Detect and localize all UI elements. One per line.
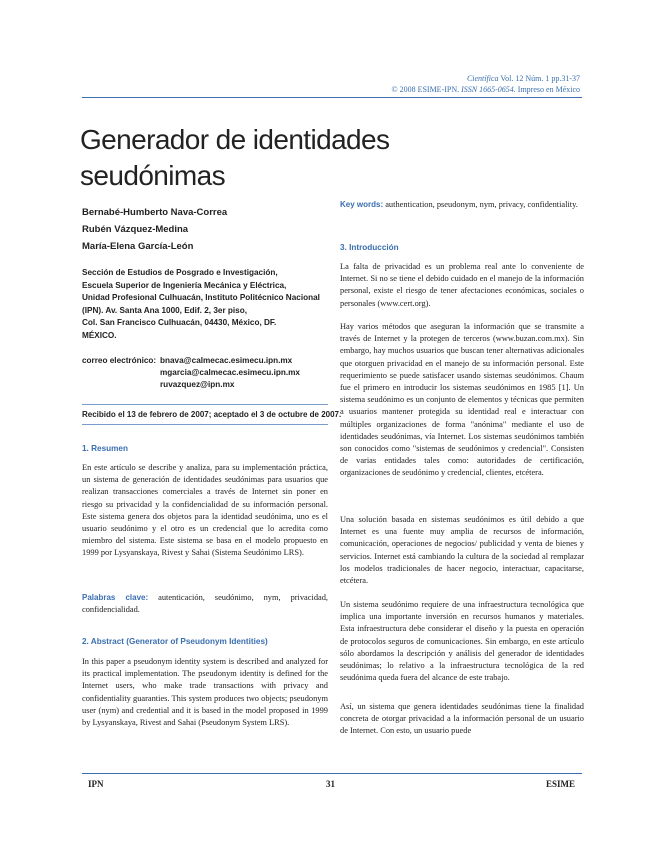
title-line-1: Generador de identidades [80,124,390,155]
issn: ISSN 1665-0654. [461,85,516,94]
author: María-Elena García-León [82,241,194,252]
printed-in: Impreso en México [517,85,580,94]
email-address[interactable]: bnava@calmecac.esimecu.ipn.mx [160,356,293,365]
intro-heading: 3. Introducción [340,243,399,252]
resumen-text: En este artículo se describe y analiza, para su implementación práctica, un sistema de generación de identidades seudónimas para usuarios que realizan transacciones comerciales a través de Internet sin poner en riesgo su privacidad y la confidencialidad de su información personal. Este sistema genera dos objetos para la identidad seudónima, uno es el usuario seudónimo y el otro es un credencial que lo acredita como miembro del sistema. Este sistema se basa en el modelo propuesto en 1999 por Lysyanskaya, Rivest y Sahai (Sistema Seudónimo LRS). [82,463,328,558]
received-rule-bottom [82,424,328,425]
intro-paragraph-3: Una solución basada en sistemas seudónimos es útil debido a que Internet es una fuente muy amplia de recursos de información, comunicación, operaciones de negocios/ publicidad y venta de bienes y servicios. Internet está cambiando la cultura de la sociedad al remplazar los modelos tradicionales de hacer negocio, interactuar, capacitarse, etcétera. [340,515,584,586]
affiliation-line: Col. San Francisco Culhuacán, 04430, México, DF. [82,318,277,327]
footer-rule [82,773,582,774]
affiliation-line: Unidad Profesional Culhuacán, Instituto Politécnico Nacional [82,293,320,302]
page-number: 31 [326,779,335,789]
affiliation-line: Escuela Superior de Ingeniería Mecánica y Eléctrica, [82,280,287,290]
journal-citation [391,73,580,84]
palabras-label: Palabras clave: [82,593,149,602]
author: Bernabé-Humberto Nava-Correa [82,207,228,218]
received-date: Recibido el 13 de febrero de 2007; aceptado el 3 de octubre de 2007. [82,410,342,419]
intro-paragraph-5: Así, un sistema que genera identidades seudónimas tiene la finalidad concreta de otorgar privacidad a la información personal de un usuario de Internet. Con esto, un usuario puede [340,702,584,736]
journal-volume: Vol. 12 Núm. 1 pp.31-37 [500,74,580,83]
journal-header [391,73,580,95]
resumen-section [82,462,328,560]
affiliation-line: Sección de Estudios de Posgrado e Investigación, [82,268,278,277]
keywords-text: authentication, pseudonym, nym, privacy, confidentiality. [385,200,578,209]
author: Rubén Vázquez-Medina [82,224,189,235]
palabras-clave [82,592,328,616]
abstract-section [82,656,328,729]
received-rule-top [82,404,328,405]
header-rule [82,97,582,98]
key-words [340,199,584,211]
email-block [82,355,300,391]
affiliation-line: (IPN). Av. Santa Ana 1000, Edif. 2, 3er piso, [82,305,248,315]
email-address[interactable]: mgarcia@calmecac.esimecu.ipn.mx [160,368,300,377]
abstract-heading: 2. Abstract (Generator of Pseudonym Identities) [82,637,268,646]
journal-name: Científica [466,74,499,83]
intro-paragraph-1: La falta de privacidad es un problema real ante lo conveniente de Internet. Si no se tiene el debido cuidado en el manejo de la información personal, existe el riesgo de tener afectaciones económicas, sociales o personales (www.cert.org). [340,262,584,308]
email-label: correo electrónico: [82,356,157,365]
footer-right: ESIME [546,779,576,789]
affiliation [82,267,342,342]
journal-copyright [391,84,580,95]
affiliation-line: MÉXICO. [82,330,117,340]
abstract-text: In this paper a pseudonym identity system is described and analyzed for its practical implementation. The pseudonym identity is defined for the Internet users, who make trade transactions with privacy and confidentiality guaranties. This system produces two objects; pseudonym user (nym) and credential and it is based in the model proposed in 1999 by Lysyanskaya, Rivest and Sahai (Pseudonym System LRS). [82,657,328,728]
keywords-label: Key words: [340,200,384,209]
intro-paragraph-4: Un sistema seudónimo requiere de una infraestructura tecnológica que implica una importante inversión en recursos humanos y materiales. Esta infraestructura debe considerar el diseño y la puesta en operación de protocolos seguros de comunicaciones. Sin embargo, en este artículo sólo abordamos la descripción y análisis del generador de identidades seudónimas; lo relativo a la infraestructura tecnológica de la red seudónima queda fuera del alcance de este trabajo. [340,600,584,683]
title-line-2: seudónimas [80,160,225,191]
email-address[interactable]: ruvazquez@ipn.mx [160,380,235,389]
footer-left: IPN [88,779,104,789]
copyright: © 2008 ESIME-IPN. [391,85,460,94]
author-list [82,204,227,255]
paper-title [80,122,440,194]
resumen-heading: 1. Resumen [82,444,128,453]
intro-paragraph-2: Hay varios métodos que aseguran la información que se transmite a través de Internet y la protegen de terceros (www.buzan.com.mx). Sin embargo, hay muchos usuarios que buscan tener alternativas adicionales que otorguen privacidad en el manejo de su información personal. Este requerimiento se puede satisfacer usando sistemas seudónimos. Chaum fue el primero en introducir los sistemas seudónimos en 1985 [1]. Un sistema seudónimo es un conjunto de elementos y técnicas que permiten a usuarios mantener protegida su identidad real e interactuar con múltiples organizaciones de forma "anónima" mediante el uso de identidades seudónimas, vía Internet. Los sistemas seudónimos también son conocidos como "sistemas de seudónimos y credencial". Consisten de varias entidades tales como: autoridades de certificación, organizaciones de seudónimo y credencial, clientes, etcétera. [340,322,584,478]
palabras-text: autenticación, seudónimo, nym, privacidad, confidencialidad. [82,593,329,615]
